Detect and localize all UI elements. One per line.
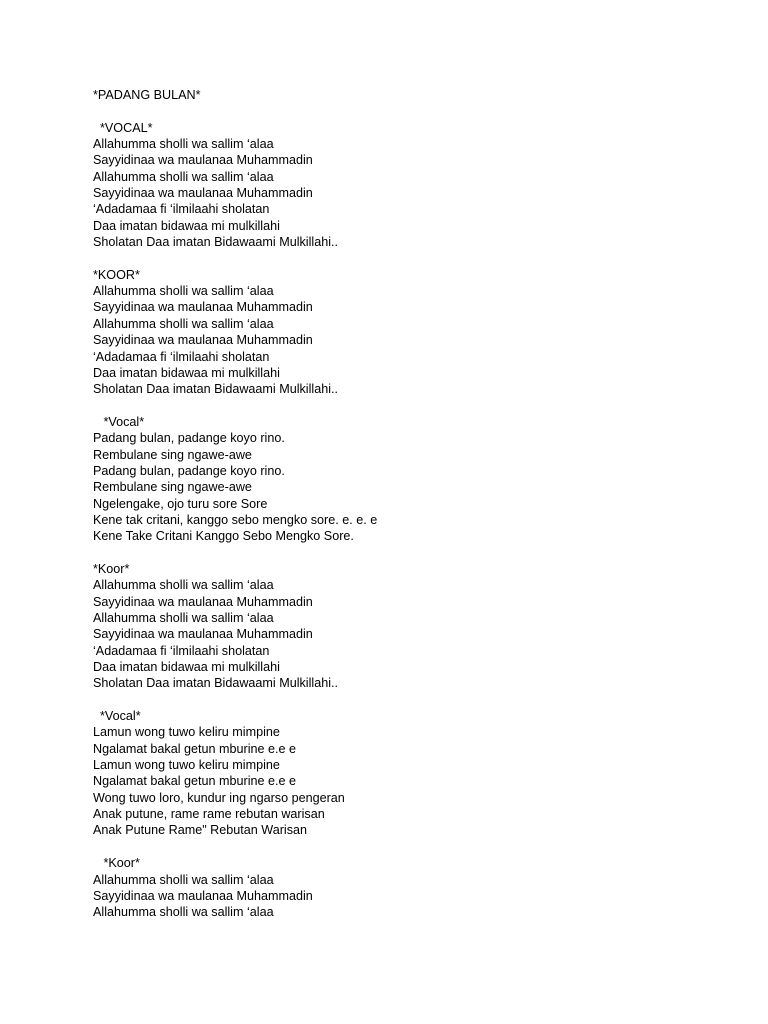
lyric-line: Sayyidinaa wa maulanaa Muhammadin [93,594,313,609]
lyric-line: ‘Adadamaa fi ‘ilmilaahi sholatan [93,202,270,217]
section-heading: *Vocal* [93,709,141,724]
lyric-line: Kene Take Critani Kanggo Sebo Mengko Sore. [93,529,354,544]
lyric-line: Padang bulan, padange koyo rino. [93,431,285,446]
lyric-line: Padang bulan, padange koyo rino. [93,463,285,478]
section-heading: *VOCAL* [93,120,153,135]
lyric-line: Rembulane sing ngawe-awe [93,480,252,495]
section-heading: *KOOR* [93,267,140,282]
lyric-line: Allahumma sholli wa sallim ‘alaa [93,284,274,299]
lyric-line: Sholatan Daa imatan Bidawaami Mulkillahi.. [93,382,339,397]
lyric-line: ‘Adadamaa fi ‘ilmilaahi sholatan [93,643,270,658]
blank-line [93,692,713,708]
lyric-line: Kene tak critani, kanggo sebo mengko sore. e. e. e [93,512,378,527]
lyric-line: Lamun wong tuwo keliru mimpine [93,758,280,773]
lyric-line: Ngalamat bakal getun mburine e.e e [93,774,297,789]
lyric-line: Allahumma sholli wa sallim ‘alaa [93,905,274,920]
section-heading: *Vocal* [93,414,145,429]
lyric-line: Daa imatan bidawaa mi mulkillahi [93,660,280,675]
lyric-line: Sholatan Daa imatan Bidawaami Mulkillahi.. [93,676,339,691]
section-heading: *Koor* [93,561,130,576]
lyric-line: Sayyidinaa wa maulanaa Muhammadin [93,888,313,903]
document-page [93,87,713,921]
blank-line [93,545,713,561]
lyric-line: Rembulane sing ngawe-awe [93,447,252,462]
lyric-line: Sayyidinaa wa maulanaa Muhammadin [93,627,313,642]
blank-line [93,250,713,266]
blank-line [93,103,713,119]
section-heading: *Koor* [93,856,140,871]
lyric-line: Allahumma sholli wa sallim ‘alaa [93,169,274,184]
lyric-line: Sayyidinaa wa maulanaa Muhammadin [93,186,313,201]
lyric-line: Anak Putune Rame" Rebutan Warisan [93,823,308,838]
lyric-line: Allahumma sholli wa sallim ‘alaa [93,137,274,152]
lyric-line: Wong tuwo loro, kundur ing ngarso pengeran [93,790,345,805]
document-title: *PADANG BULAN* [93,88,201,102]
lyric-line: Sayyidinaa wa maulanaa Muhammadin [93,153,313,168]
lyric-line: Allahumma sholli wa sallim ‘alaa [93,611,274,625]
lyric-line: Allahumma sholli wa sallim ‘alaa [93,578,274,593]
lyric-line: Allahumma sholli wa sallim ‘alaa [93,872,274,887]
lyric-line: Lamun wong tuwo keliru mimpine [93,725,280,740]
lyric-line: Anak putune, rame rame rebutan warisan [93,807,325,822]
lyric-line: Sayyidinaa wa maulanaa Muhammadin [93,333,313,348]
lyric-line: Ngelengake, ojo turu sore Sore [93,496,268,511]
lyric-line: Sholatan Daa imatan Bidawaami Mulkillahi.. [93,235,339,250]
lyric-line: Ngalamat bakal getun mburine e.e e [93,741,297,756]
lyric-line: Allahumma sholli wa sallim ‘alaa [93,316,274,331]
lyric-line: Daa imatan bidawaa mi mulkillahi [93,218,280,233]
lyric-line: Sayyidinaa wa maulanaa Muhammadin [93,300,313,315]
blank-line [93,839,713,855]
blank-line [93,398,713,414]
lyric-line: ‘Adadamaa fi ‘ilmilaahi sholatan [93,349,270,364]
lyrics-body [93,87,713,921]
lyric-line: Daa imatan bidawaa mi mulkillahi [93,365,280,380]
